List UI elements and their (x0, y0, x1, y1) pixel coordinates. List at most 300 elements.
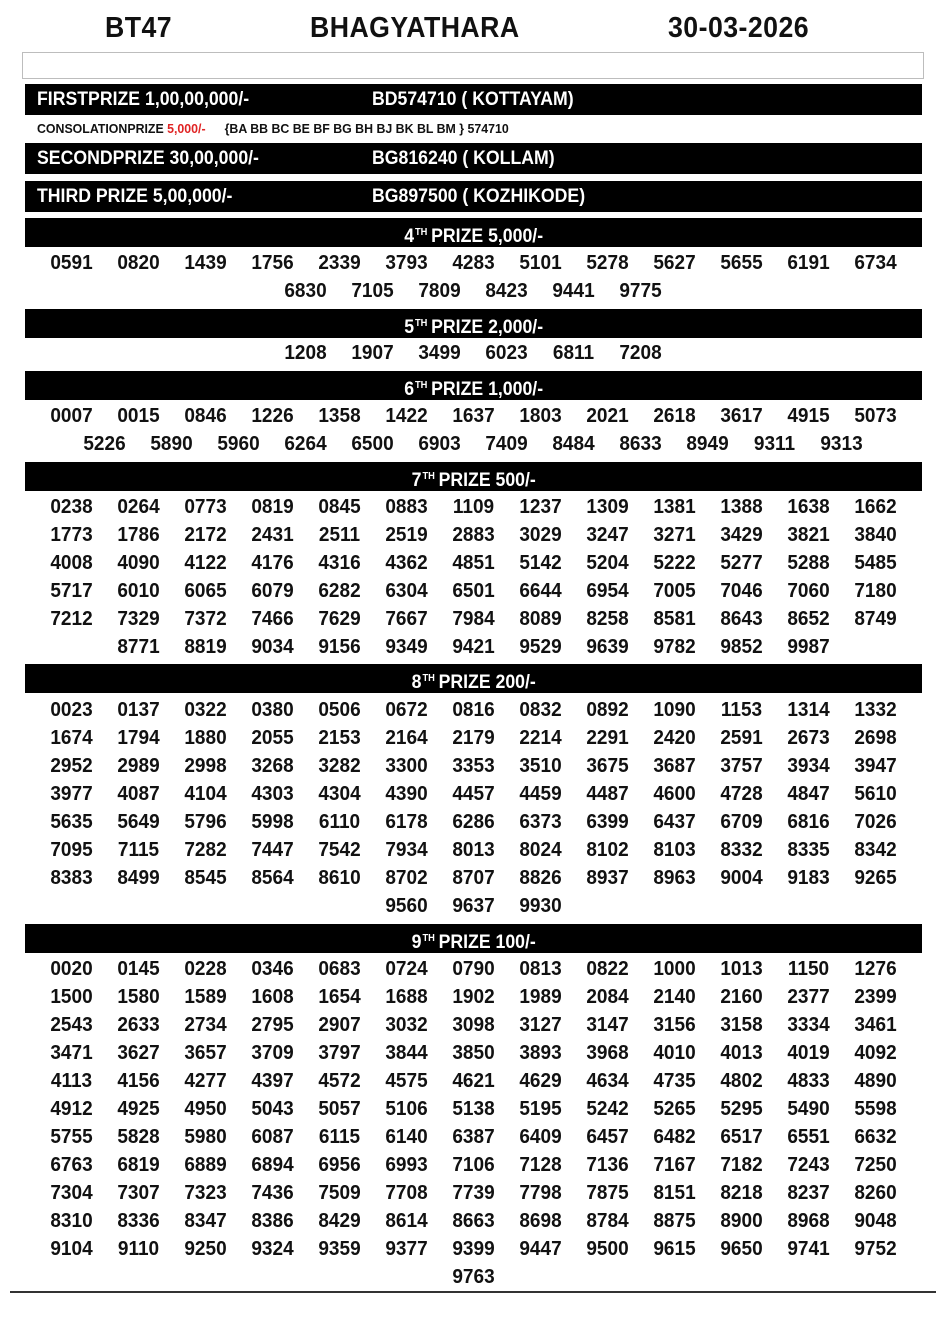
winning-number: 3499 (418, 342, 461, 364)
winning-number: 6023 (485, 342, 528, 364)
winning-number: 8968 (786, 1210, 830, 1232)
winning-number: 1422 (384, 405, 428, 427)
winning-number: 7372 (183, 608, 227, 630)
winning-number: 2172 (183, 524, 227, 546)
winning-number: 8013 (451, 839, 495, 861)
winning-number: 6110 (318, 811, 360, 833)
winning-number: 9156 (317, 636, 361, 658)
winning-number: 1500 (49, 986, 93, 1008)
winning-number: 0020 (49, 958, 93, 980)
winning-number: 1773 (49, 524, 93, 546)
ninth-prize-numbers (37, 955, 909, 1291)
winning-number: 4575 (384, 1070, 428, 1092)
winning-number: 0820 (116, 252, 160, 274)
winning-number: 1439 (183, 252, 227, 274)
winning-number: 0137 (116, 699, 160, 721)
winning-number: 5204 (585, 552, 629, 574)
winning-number: 4634 (585, 1070, 629, 1092)
winning-number: 4390 (384, 783, 428, 805)
winning-number: 6501 (451, 580, 495, 602)
winning-number: 7329 (116, 608, 160, 630)
prize-ordinal: 5 (404, 317, 414, 338)
winning-number: 1332 (853, 699, 897, 721)
winning-number: 5890 (150, 433, 193, 455)
winning-number: 7180 (853, 580, 897, 602)
winning-number: 6457 (585, 1126, 629, 1148)
winning-number: 9852 (719, 636, 763, 658)
winning-number: 4912 (49, 1098, 93, 1120)
winning-number: 0023 (49, 699, 93, 721)
winning-number: 0015 (116, 405, 160, 427)
winning-number: 9183 (786, 867, 830, 889)
winning-number: 1150 (787, 958, 829, 980)
winning-number: 4013 (719, 1042, 763, 1064)
winning-number: 3156 (652, 1014, 696, 1036)
winning-number: 9104 (49, 1238, 93, 1260)
winning-number: 8386 (250, 1210, 294, 1232)
winning-number: 7128 (518, 1154, 562, 1176)
winning-number: 1314 (786, 699, 830, 721)
winning-number: 5043 (250, 1098, 294, 1120)
winning-number: 9399 (451, 1238, 495, 1260)
winning-number: 8310 (49, 1210, 93, 1232)
winning-number: 6373 (518, 811, 562, 833)
winning-number: 9359 (317, 1238, 361, 1260)
winning-number: 6644 (518, 580, 562, 602)
winning-number: 7060 (786, 580, 830, 602)
winning-number: 1637 (451, 405, 495, 427)
winning-number: 9004 (719, 867, 763, 889)
winning-number: 0506 (317, 699, 361, 721)
prize-ordinal-suffix: TH (422, 471, 435, 482)
winning-number: 1109 (452, 496, 494, 518)
consolation-prize-label: CONSOLATIONPRIZE (37, 121, 168, 136)
winning-number: 9250 (183, 1238, 227, 1260)
winning-number: 7243 (786, 1154, 830, 1176)
winning-number: 1654 (317, 986, 361, 1008)
winning-number: 8819 (183, 636, 227, 658)
winning-number: 2420 (652, 727, 696, 749)
winning-number: 3098 (451, 1014, 495, 1036)
winning-number: 3793 (384, 252, 428, 274)
winning-number: 4833 (786, 1070, 830, 1092)
winning-number: 0264 (116, 496, 160, 518)
first-prize-bar (25, 84, 922, 115)
winning-number: 9741 (786, 1238, 830, 1260)
winning-number: 3300 (384, 755, 428, 777)
winning-number: 1208 (284, 342, 327, 364)
winning-number: 6264 (284, 433, 327, 455)
winning-number: 6010 (116, 580, 160, 602)
winning-number: 8024 (518, 839, 562, 861)
prize-title: PRIZE 200/- (438, 672, 536, 693)
winning-number: 7095 (49, 839, 93, 861)
winning-number: 6517 (719, 1126, 763, 1148)
winning-number: 8423 (485, 280, 528, 302)
winning-number: 3844 (384, 1042, 428, 1064)
winning-number: 2214 (518, 727, 562, 749)
winning-number: 1388 (719, 496, 763, 518)
winning-number: 7809 (418, 280, 461, 302)
winning-number: 3271 (652, 524, 696, 546)
winning-number: 8643 (719, 608, 763, 630)
winning-number: 1276 (853, 958, 897, 980)
winning-number: 8260 (853, 1182, 897, 1204)
fourth-prize-numbers (37, 249, 909, 305)
prize-ordinal-suffix: TH (414, 318, 428, 329)
winning-number: 9034 (250, 636, 294, 658)
winning-number: 4008 (49, 552, 93, 574)
winning-number: 5490 (786, 1098, 830, 1120)
winning-number: 8663 (451, 1210, 495, 1232)
winning-number: 6409 (518, 1126, 562, 1148)
winning-number: 4925 (116, 1098, 160, 1120)
winning-number: 4629 (518, 1070, 562, 1092)
winning-number: 6709 (719, 811, 763, 833)
prize-title: PRIZE 100/- (438, 932, 536, 953)
prize-ordinal: 7 (411, 470, 422, 491)
winning-number: 3282 (317, 755, 361, 777)
winning-number: 8771 (116, 636, 160, 658)
winning-number: 9421 (451, 636, 495, 658)
winning-number: 6286 (451, 811, 495, 833)
winning-number: 4156 (116, 1070, 160, 1092)
winning-number: 6500 (351, 433, 394, 455)
winning-number: 3821 (786, 524, 830, 546)
winning-number: 4113 (50, 1070, 92, 1092)
winning-number: 2140 (652, 986, 696, 1008)
winning-number: 3429 (719, 524, 763, 546)
winning-number: 8614 (384, 1210, 428, 1232)
winning-number: 0816 (451, 699, 495, 721)
winning-number: 9447 (518, 1238, 562, 1260)
fourth-prize-bar (25, 218, 922, 247)
winning-number: 7115 (117, 839, 159, 861)
winning-number: 8707 (451, 867, 495, 889)
winning-number: 8335 (786, 839, 830, 861)
prize-ordinal-suffix: TH (414, 227, 428, 238)
winning-number: 4176 (250, 552, 294, 574)
winning-number: 7136 (585, 1154, 629, 1176)
winning-number: 3968 (585, 1042, 629, 1064)
winning-number: 7005 (652, 580, 696, 602)
winning-number: 3687 (652, 755, 696, 777)
winning-number: 5649 (116, 811, 160, 833)
winning-number: 5755 (49, 1126, 93, 1148)
winning-number: 6734 (853, 252, 897, 274)
winning-number: 3158 (719, 1014, 763, 1036)
winning-number: 2291 (585, 727, 629, 749)
winning-number: 6482 (652, 1126, 696, 1148)
winning-number: 8826 (518, 867, 562, 889)
winning-number: 1237 (518, 496, 562, 518)
winning-number: 4397 (250, 1070, 294, 1092)
winning-number: 2519 (384, 524, 428, 546)
winning-number: 6956 (317, 1154, 361, 1176)
winning-number: 4090 (116, 552, 160, 574)
winning-number: 3657 (183, 1042, 227, 1064)
winning-number: 2952 (49, 755, 93, 777)
winning-number: 6178 (384, 811, 428, 833)
winning-number: 9639 (585, 636, 629, 658)
winning-number: 1013 (719, 958, 763, 980)
winning-number: 3934 (786, 755, 830, 777)
winning-number: 8499 (116, 867, 160, 889)
winning-number: 8258 (585, 608, 629, 630)
winning-number: 3797 (317, 1042, 361, 1064)
winning-number: 6816 (786, 811, 830, 833)
winning-number: 7934 (384, 839, 428, 861)
winning-number: 2543 (49, 1014, 93, 1036)
winning-number: 6387 (451, 1126, 495, 1148)
winning-number: 6115 (318, 1126, 360, 1148)
winning-number: 0883 (384, 496, 428, 518)
first-prize-label: FIRSTPRIZE 1,00,00,000/- (37, 89, 250, 110)
lottery-name: BHAGYATHARA (310, 12, 520, 44)
winning-number: 8332 (719, 839, 763, 861)
winning-number: 4728 (719, 783, 763, 805)
winning-number: 5242 (585, 1098, 629, 1120)
winning-number: 2021 (585, 405, 629, 427)
winning-number: 4303 (250, 783, 294, 805)
seventh-prize-bar (25, 462, 922, 491)
winning-number: 4487 (585, 783, 629, 805)
winning-number: 1090 (652, 699, 696, 721)
winning-number: 0145 (116, 958, 160, 980)
winning-number: 7708 (384, 1182, 428, 1204)
winning-number: 2153 (317, 727, 361, 749)
winning-number: 1902 (451, 986, 495, 1008)
winning-number: 4283 (451, 252, 495, 274)
winning-number: 7212 (49, 608, 93, 630)
winning-number: 1358 (317, 405, 361, 427)
prize-title: PRIZE 5,000/- (430, 226, 543, 247)
winning-number: 3247 (585, 524, 629, 546)
winning-number: 9763 (451, 1266, 495, 1288)
third-prize-label: THIRD PRIZE 5,00,000/- (37, 186, 233, 207)
winning-number: 0845 (317, 496, 361, 518)
winning-number: 0007 (49, 405, 93, 427)
winning-number: 9313 (820, 433, 863, 455)
winning-number: 6437 (652, 811, 696, 833)
fifth-prize-numbers (37, 339, 909, 367)
prize-ordinal-suffix: TH (422, 673, 435, 684)
winning-number: 8383 (49, 867, 93, 889)
winning-number: 6632 (853, 1126, 897, 1148)
consolation-prize-amount: 5,000/- (167, 121, 206, 136)
third-prize-winner: BG897500 ( KOZHIKODE) (372, 186, 586, 207)
winning-number: 7542 (317, 839, 361, 861)
winning-number: 5610 (853, 783, 897, 805)
winning-number: 9987 (786, 636, 830, 658)
winning-number: 4915 (786, 405, 830, 427)
winning-number: 0591 (49, 252, 93, 274)
winning-number: 8429 (317, 1210, 361, 1232)
winning-number: 4950 (183, 1098, 227, 1120)
winning-number: 9500 (585, 1238, 629, 1260)
winning-number: 6830 (284, 280, 327, 302)
winning-number: 3461 (853, 1014, 897, 1036)
winning-number: 9930 (518, 895, 562, 917)
winning-number: 5295 (719, 1098, 763, 1120)
winning-number: 6889 (183, 1154, 227, 1176)
winning-number: 7875 (585, 1182, 629, 1204)
winning-number: 8218 (719, 1182, 763, 1204)
winning-number: 2084 (585, 986, 629, 1008)
winning-number: 5998 (250, 811, 294, 833)
result-header (0, 12, 946, 52)
winning-number: 4847 (786, 783, 830, 805)
winning-number: 0813 (518, 958, 562, 980)
sixth-prize-bar (25, 371, 922, 400)
winning-number: 2907 (317, 1014, 361, 1036)
winning-number: 4316 (317, 552, 361, 574)
winning-number: 8652 (786, 608, 830, 630)
winning-number: 7167 (652, 1154, 696, 1176)
winning-number: 8937 (585, 867, 629, 889)
winning-number: 6811 (552, 342, 595, 364)
winning-number: 4890 (853, 1070, 897, 1092)
winning-number: 8963 (652, 867, 696, 889)
winning-number: 4362 (384, 552, 428, 574)
winning-number: 9752 (853, 1238, 897, 1260)
fifth-prize-bar (25, 309, 922, 338)
winning-number: 5598 (853, 1098, 897, 1120)
winning-number: 7667 (384, 608, 428, 630)
winning-number: 1381 (652, 496, 696, 518)
winning-number: 1226 (250, 405, 294, 427)
winning-number: 8336 (116, 1210, 160, 1232)
winning-number: 8949 (686, 433, 729, 455)
winning-number: 3032 (384, 1014, 428, 1036)
winning-number: 9311 (753, 433, 796, 455)
winning-number: 3757 (719, 755, 763, 777)
winning-number: 4010 (652, 1042, 696, 1064)
winning-number: 1756 (250, 252, 294, 274)
winning-number: 1589 (183, 986, 227, 1008)
winning-number: 6065 (183, 580, 227, 602)
winning-number: 8484 (552, 433, 595, 455)
winning-number: 7106 (451, 1154, 495, 1176)
winning-number: 5138 (451, 1098, 495, 1120)
winning-number: 2511 (318, 524, 360, 546)
winning-number: 3127 (518, 1014, 562, 1036)
prize-title: PRIZE 1,000/- (430, 379, 543, 400)
winning-number: 5057 (317, 1098, 361, 1120)
prize-ordinal-suffix: TH (422, 933, 435, 944)
winning-number: 1907 (351, 342, 394, 364)
winning-number: 0322 (183, 699, 227, 721)
winning-number: 0832 (518, 699, 562, 721)
winning-number: 6819 (116, 1154, 160, 1176)
winning-number: 4802 (719, 1070, 763, 1092)
winning-number: 6763 (49, 1154, 93, 1176)
winning-number: 3471 (49, 1042, 93, 1064)
winning-number: 3334 (786, 1014, 830, 1036)
prize-ordinal-suffix: TH (414, 380, 428, 391)
winning-number: 6304 (384, 580, 428, 602)
winning-number: 1638 (786, 496, 830, 518)
winning-number: 2618 (652, 405, 696, 427)
winning-number: 1688 (384, 986, 428, 1008)
winning-number: 2399 (853, 986, 897, 1008)
winning-number: 2998 (183, 755, 227, 777)
first-prize-winner: BD574710 ( KOTTAYAM) (372, 89, 574, 110)
winning-number: 7436 (250, 1182, 294, 1204)
winning-number: 8347 (183, 1210, 227, 1232)
winning-number: 7409 (485, 433, 528, 455)
sixth-prize-numbers (37, 402, 909, 458)
prize-ordinal: 6 (404, 379, 414, 400)
winning-number: 7304 (49, 1182, 93, 1204)
winning-number: 1309 (585, 496, 629, 518)
eighth-prize-bar (25, 664, 922, 693)
winning-number: 4122 (183, 552, 227, 574)
winning-number: 3675 (585, 755, 629, 777)
winning-number: 9349 (384, 636, 428, 658)
third-prize-bar (25, 181, 922, 212)
winning-number: 8581 (652, 608, 696, 630)
winning-number: 2673 (786, 727, 830, 749)
winning-number: 6993 (384, 1154, 428, 1176)
winning-number: 9265 (853, 867, 897, 889)
winning-number: 6903 (418, 433, 461, 455)
bottom-divider (10, 1291, 936, 1293)
winning-number: 0773 (183, 496, 227, 518)
winning-number: 2055 (250, 727, 294, 749)
winning-number: 2734 (183, 1014, 227, 1036)
winning-number: 0790 (451, 958, 495, 980)
winning-number: 4092 (853, 1042, 897, 1064)
winning-number: 3510 (518, 755, 562, 777)
winning-number: 3268 (250, 755, 294, 777)
winning-number: 7466 (250, 608, 294, 630)
winning-number: 0672 (384, 699, 428, 721)
winning-number: 0380 (250, 699, 294, 721)
winning-number: 1662 (853, 496, 897, 518)
winning-number: 8103 (652, 839, 696, 861)
winning-number: 5960 (217, 433, 260, 455)
winning-number: 3147 (585, 1014, 629, 1036)
winning-number: 5277 (719, 552, 763, 574)
winning-number: 7282 (183, 839, 227, 861)
winning-number: 7208 (619, 342, 662, 364)
winning-number: 7026 (853, 811, 897, 833)
draw-code: BT47 (105, 12, 173, 44)
winning-number: 9324 (250, 1238, 294, 1260)
winning-number: 4087 (116, 783, 160, 805)
winning-number: 8698 (518, 1210, 562, 1232)
winning-number: 0683 (317, 958, 361, 980)
winning-number: 4019 (786, 1042, 830, 1064)
winning-number: 6551 (786, 1126, 830, 1148)
second-prize-winner: BG816240 ( KOLLAM) (372, 148, 555, 169)
winning-number: 6087 (250, 1126, 294, 1148)
winning-number: 5980 (183, 1126, 227, 1148)
second-prize-bar (25, 143, 922, 174)
winning-number: 3977 (49, 783, 93, 805)
winning-number: 5278 (585, 252, 629, 274)
winning-number: 5073 (853, 405, 897, 427)
winning-number: 2883 (451, 524, 495, 546)
winning-number: 9048 (853, 1210, 897, 1232)
winning-number: 1786 (116, 524, 160, 546)
winning-number: 7182 (719, 1154, 763, 1176)
winning-number: 6894 (250, 1154, 294, 1176)
winning-number: 9377 (384, 1238, 428, 1260)
winning-number: 8342 (853, 839, 897, 861)
winning-number: 8545 (183, 867, 227, 889)
